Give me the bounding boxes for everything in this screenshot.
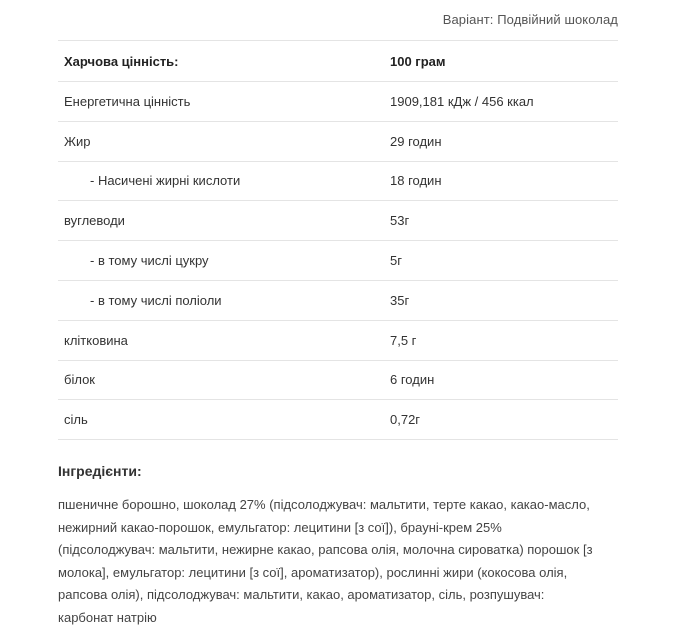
variant-label: Варіант: Подвійний шоколад — [442, 12, 618, 27]
row-value: 6 годин — [390, 372, 435, 388]
row-value: 53г — [390, 213, 410, 229]
table-row-saturated-fat — [58, 161, 618, 201]
row-name: Енергетична цінність — [64, 93, 191, 109]
header-name: Харчова цінність: — [64, 53, 179, 69]
table-row-fiber — [58, 320, 618, 360]
table-row-sugars — [58, 241, 618, 281]
ingredients-title: Інгредієнти: — [58, 463, 142, 479]
row-name: клітковина — [64, 332, 128, 348]
nutrition-table — [58, 40, 618, 440]
row-value: 29 годин — [390, 133, 442, 149]
row-value: 7,5 г — [390, 332, 417, 348]
table-row-energy — [58, 82, 618, 122]
row-name: Жир — [64, 133, 91, 149]
row-value: 35г — [390, 292, 410, 308]
table-row-protein — [58, 360, 618, 400]
header-value: 100 грам — [390, 53, 446, 69]
row-value: 1909,181 кДж / 456 ккал — [390, 93, 534, 109]
row-name: - Насичені жирні кислоти — [90, 173, 241, 189]
table-header-row — [58, 41, 618, 82]
table-row-polyols — [58, 280, 618, 320]
row-name: білок — [64, 372, 95, 388]
table-row-salt — [58, 400, 618, 440]
row-name: - в тому числі цукру — [90, 253, 209, 269]
row-value: 5г — [390, 253, 402, 269]
row-name: сіль — [64, 412, 88, 428]
ingredients-text: пшеничне борошно, шоколад 27% (підсолоджувач: мальтити, терте какао, какао-масло, нежирний какао-порошок, емульгатор: лецитини [з сої]), брауні-крем 25% (підсолоджувач: мальтити, нежирне какао, рапсова олія, молочна сироватка) порошок [з молока], емульгатор: лецитини [з сої], ароматизатор), рослинні жири (кокосова олія, рапсова олія), підсолоджувач: мальтити, какао, ароматизатор, сіль, розпушувач: карбонат натрію — [58, 497, 593, 625]
row-value: 0,72г — [390, 412, 421, 428]
table-row-fat — [58, 121, 618, 161]
row-value: 18 годин — [390, 173, 442, 189]
row-name: вуглеводи — [64, 213, 125, 229]
row-name: - в тому числі поліоли — [90, 292, 222, 308]
table-row-carbohydrates — [58, 201, 618, 241]
